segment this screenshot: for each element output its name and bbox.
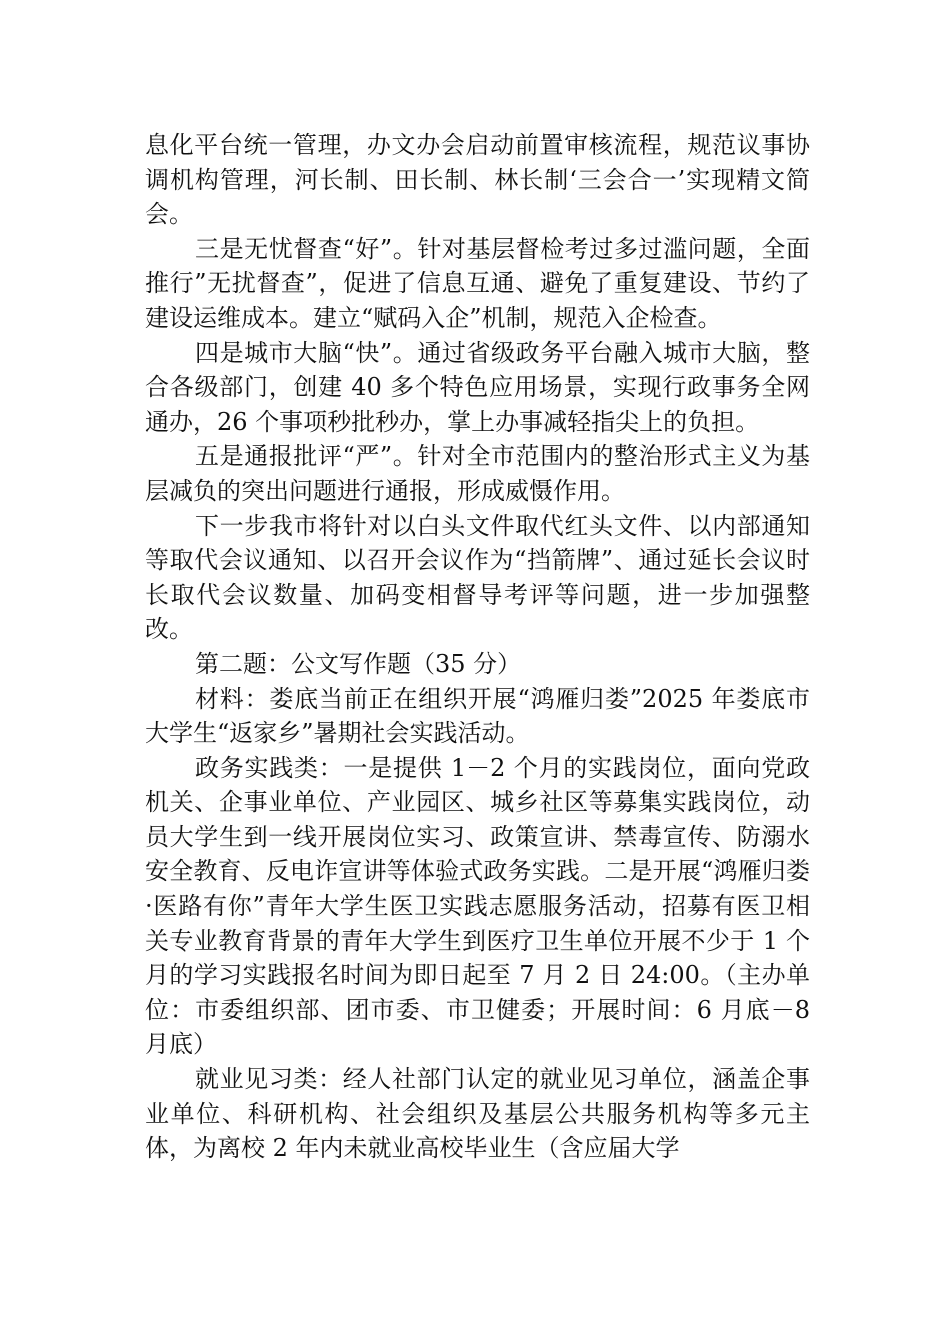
paragraph: 息化平台统一管理，办文办会启动前置审核流程，规范议事协调机构管理，河长制、田长制、林长制‘三会合一’实现精文简会。 xyxy=(145,131,810,229)
paragraph: 五是通报批评“严”。针对全市范围内的整治形式主义为基层减负的突出问题进行通报，形成威慑作用。 xyxy=(145,442,810,505)
paragraph: 就业见习类：经人社部门认定的就业见习单位，涵盖企事业单位、科研机构、社会组织及基层公共服务机构等多元主体，为离校 2 年内未就业高校毕业生（含应届大学 xyxy=(145,1065,810,1163)
paragraph: 四是城市大脑“快”。通过省级政务平台融入城市大脑，整合各级部门，创建 40 多个特色应用场景，实现行政事务全网通办，26 个事项秒批秒办，掌上办事减轻指尖上的负担。 xyxy=(145,338,810,436)
document-body xyxy=(145,128,810,1166)
paragraph: 材料：娄底当前正在组织开展“鸿雁归娄”2025 年娄底市大学生“返家乡”暑期社会实践活动。 xyxy=(145,684,810,748)
section-heading: 第二题：公文写作题（35 分） xyxy=(195,649,522,678)
paragraph: 政务实践类：一是提供 1－2 个月的实践岗位，面向党政机关、企事业单位、产业园区、城乡社区等募集实践岗位，动员大学生到一线开展岗位实习、政策宣讲、禁毒宣传、防溺水安全教育、反电诈宣讲等体验式政务实践。二是开展“鸿雁归娄·医路有你”青年大学生医卫实践志愿服务活动，招募有医卫相关专业教育背景的青年大学生到医疗卫生单位开展不少于 1 个月的学习实践报名时间为即日起至 7 月 2 日 24:00。（主办单位：市委组织部、团市委、市卫健委；开展时间：6 月底－8 月底） xyxy=(145,753,810,1059)
paragraph: 三是无忧督查“好”。针对基层督检考过多过滥问题，全面推行”无扰督查”，促进了信息互通、避免了重复建设、节约了建设运维成本。建立“赋码入企”机制，规范入企检查。 xyxy=(145,234,810,332)
paragraph: 下一步我市将针对以白头文件取代红头文件、以内部通知等取代会议通知、以召开会议作为“挡箭牌”、通过延长会议时长取代会议数量、加码变相督导考评等问题，进一步加强整改。 xyxy=(145,511,810,644)
